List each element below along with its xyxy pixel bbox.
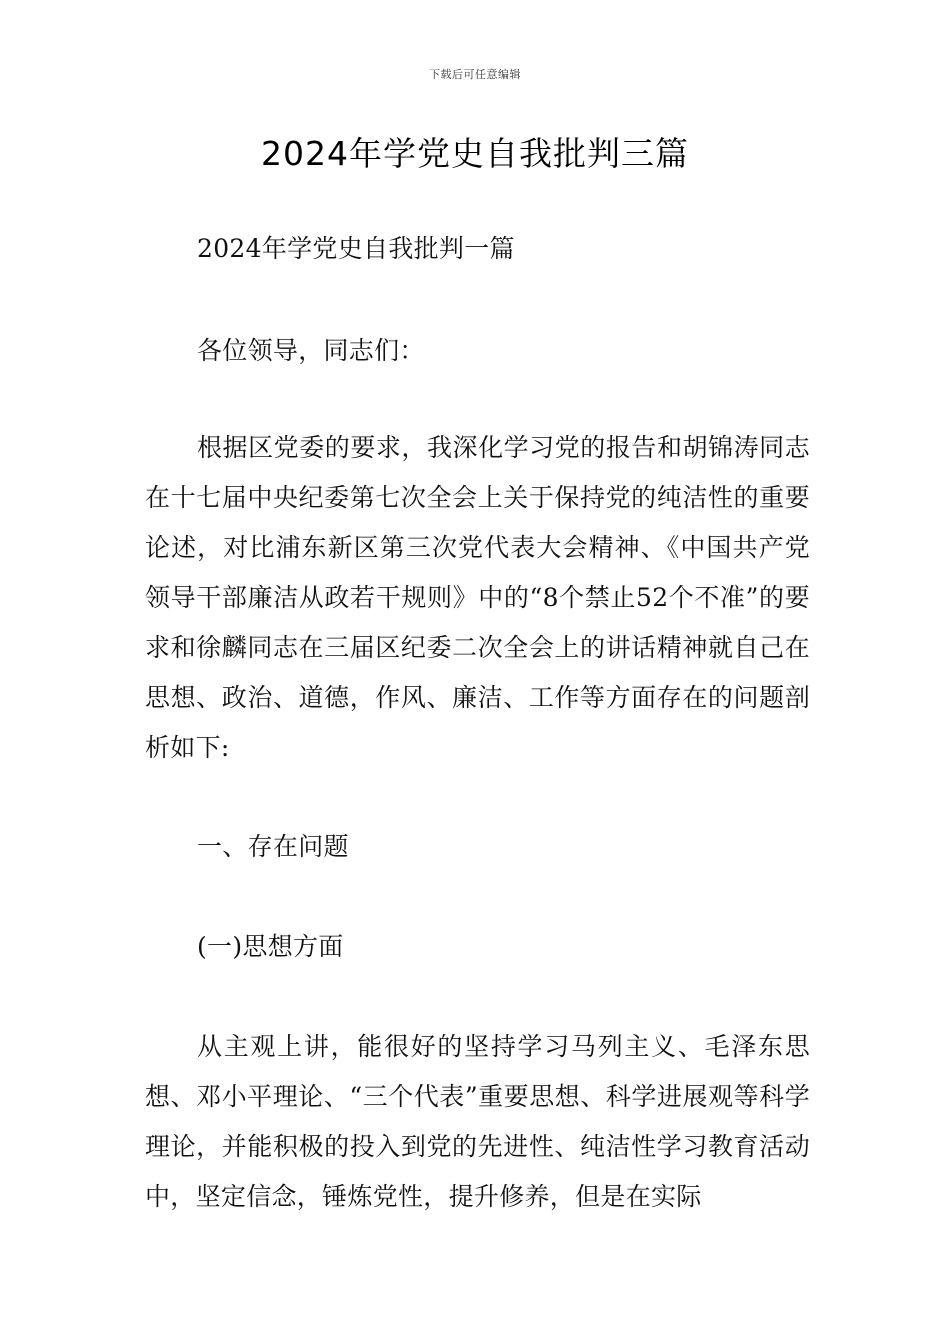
body-paragraph: 从主观上讲，能很好的坚持学习马列主义、毛泽东思想、邓小平理论、“三个代表”重要思想、科学进展观等科学理论，并能积极的投入到党的先进性、纯洁性学习教育活动中，坚定信念，锤炼党性，提升修养，但是在实际 [145, 1032, 810, 1211]
document-title: 2024年学党史自我批判三篇 [261, 134, 689, 173]
section-heading: 一、存在问题 [197, 832, 349, 861]
salutation-line: 各位领导，同志们： [197, 336, 425, 365]
header-note: 下载后可任意编辑 [429, 68, 521, 81]
subsection-heading: (一)思想方面 [197, 932, 344, 961]
intro-paragraph: 根据区党委的要求，我深化学习党的报告和胡锦涛同志在十七届中央纪委第七次全会上关于保持党的纯洁性的重要论述，对比浦东新区第三次党代表大会精神、《中国共产党领导干部廉洁从政若干规则》中的“8个禁止52个不准”的要求和徐麟同志在三届区纪委二次全会上的讲话精神就自己在思想、政治、道德，作风、廉洁、工作等方面存在的问题剖析如下: [145, 433, 810, 762]
subtitle-line: 2024年学党史自我批判一篇 [197, 234, 515, 263]
